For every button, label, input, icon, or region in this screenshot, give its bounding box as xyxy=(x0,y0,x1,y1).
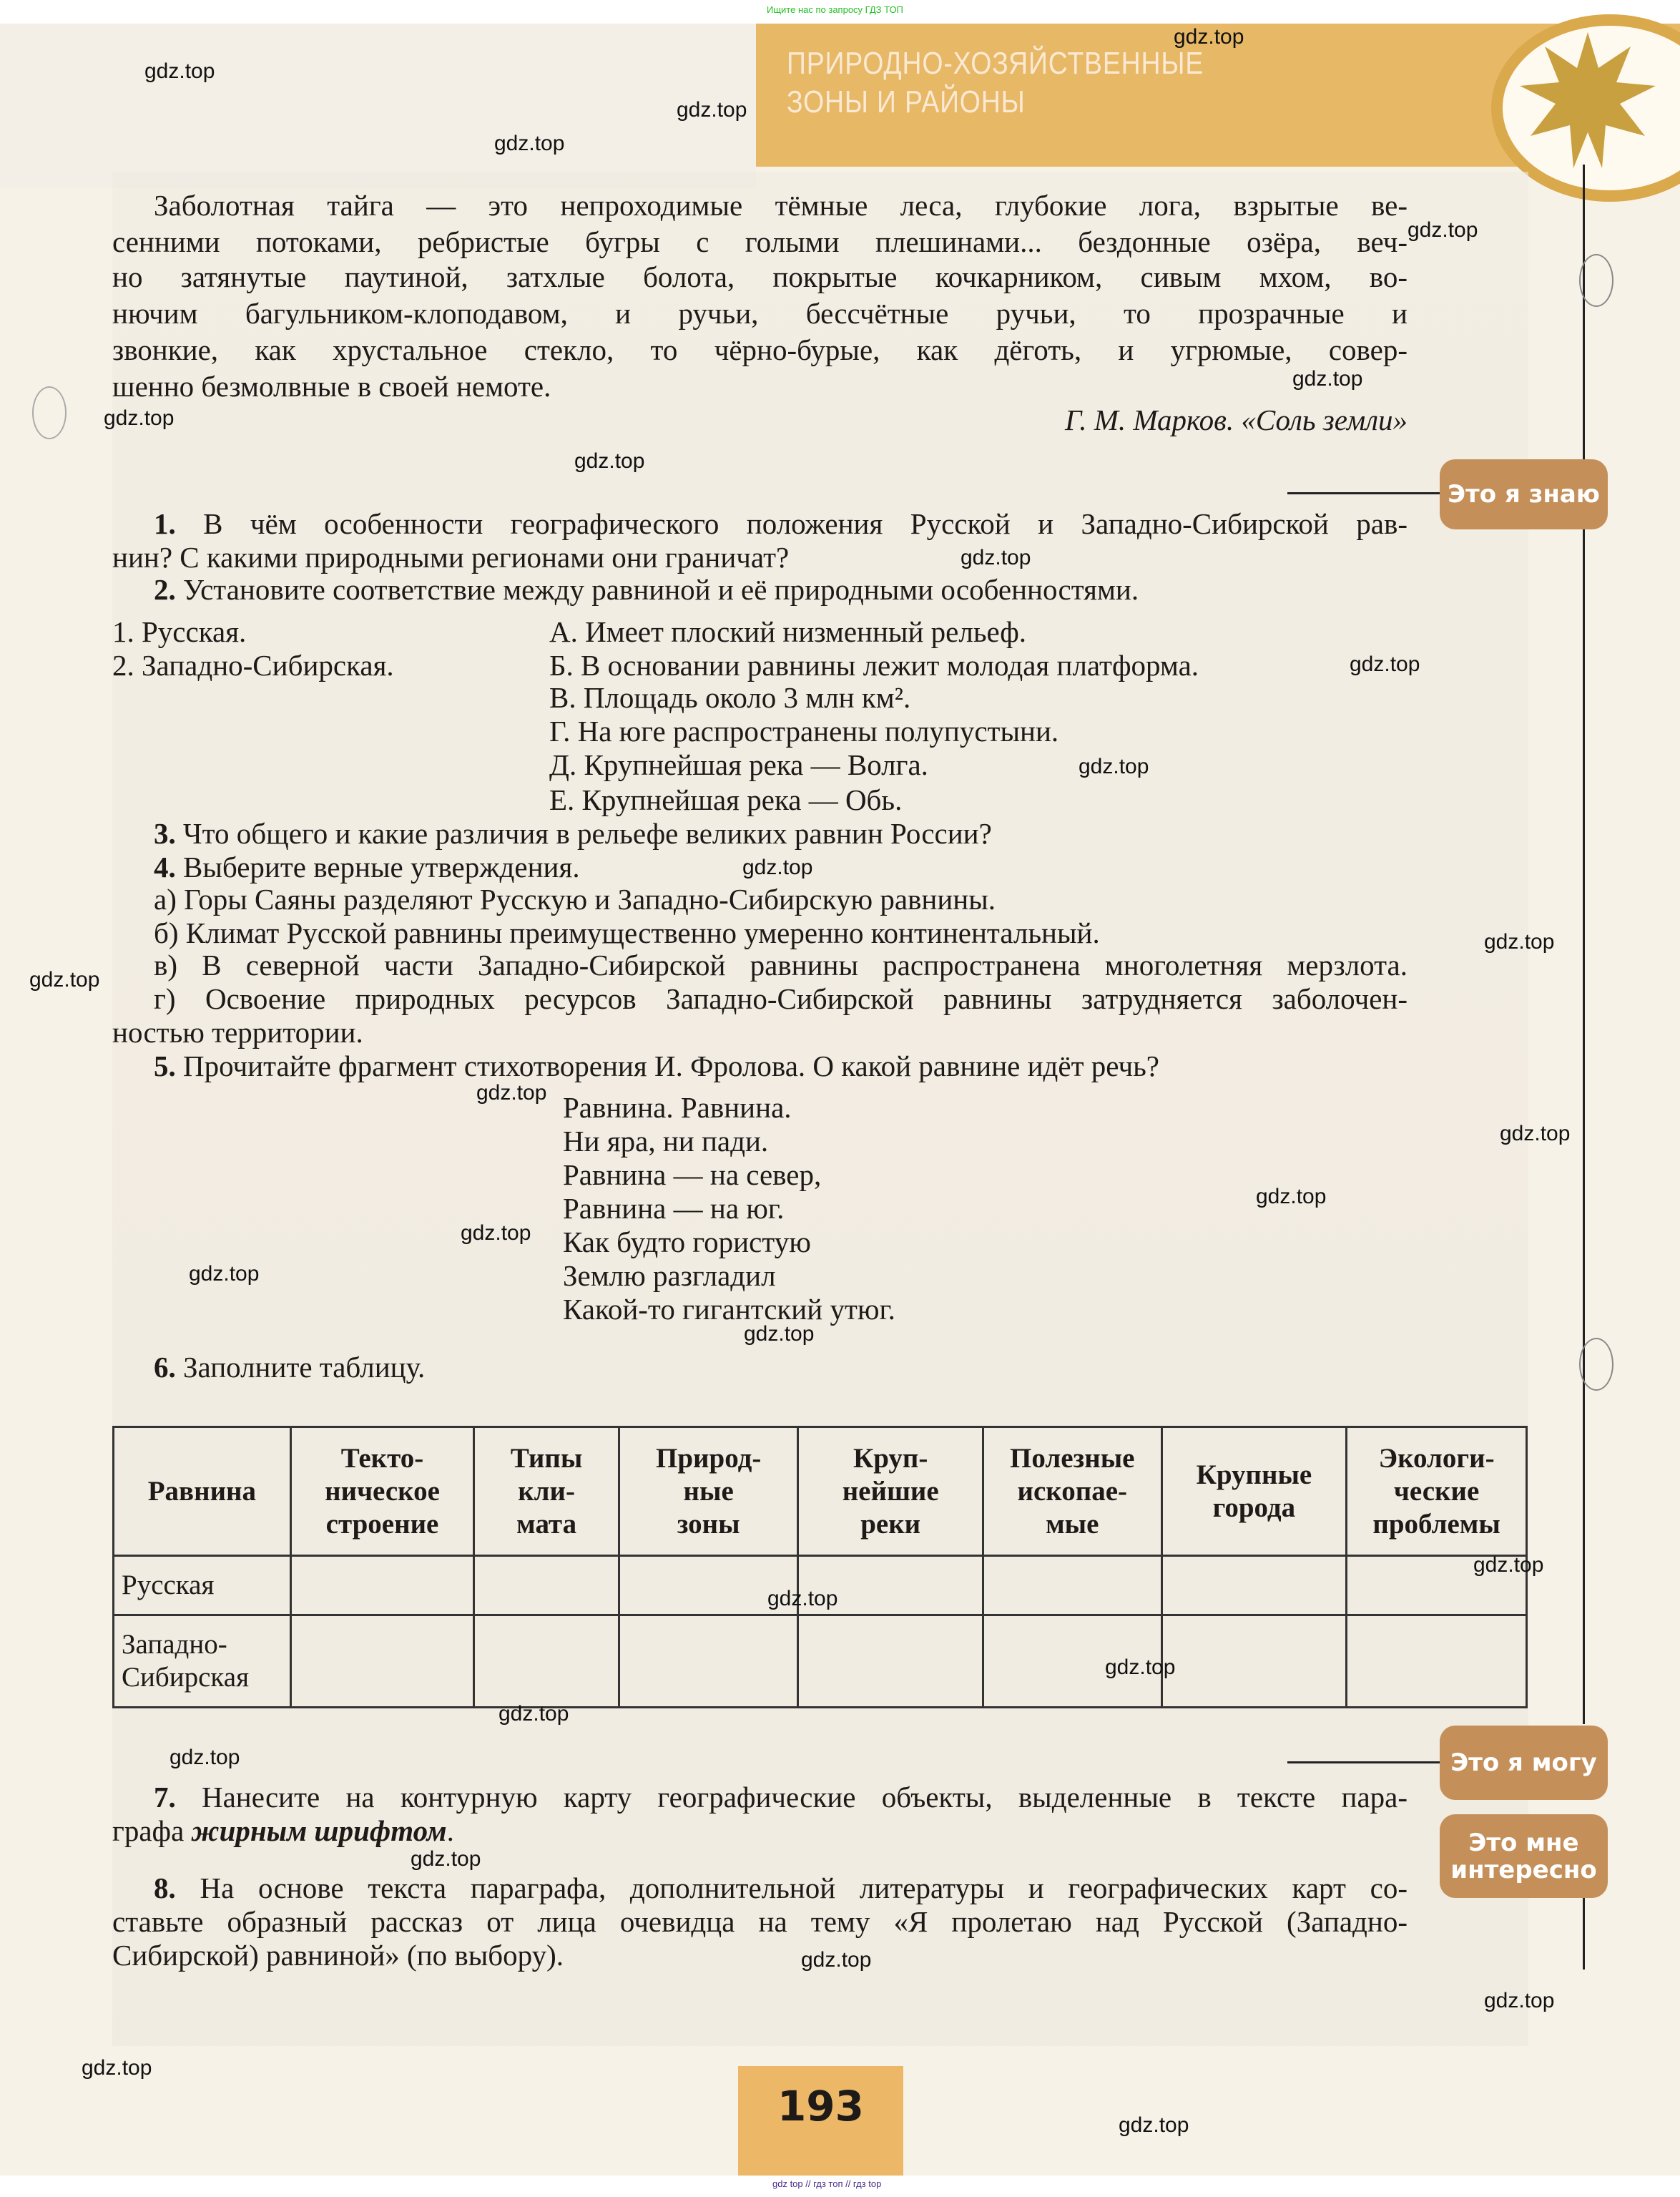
poem-line: Равнина — на север, xyxy=(563,1158,822,1191)
question-7: 7. Нанесите на контурную карту географические объекты, выделенные в тексте пара- xyxy=(154,1781,1408,1814)
chapter-title-line2: ЗОНЫ И РАЙОНЫ xyxy=(787,84,1026,119)
quote-line: звонкие, как хрустальное стекло, то чёрно-бурые, как дёготь, и угрюмые, совер- xyxy=(112,333,1408,366)
margin-line xyxy=(1583,1898,1585,1970)
feature-option: Е. Крупнейшая река — Обь. xyxy=(549,783,903,816)
question-2: 2. Установите соответствие между равниной и её природными особенностями. xyxy=(154,573,1139,606)
row-label: Западно- Сибирская xyxy=(114,1615,291,1708)
watermark: gdz.top xyxy=(1292,367,1363,391)
question-6: 6. Заполните таблицу. xyxy=(154,1351,426,1384)
poem-line: Равнина — на юг. xyxy=(563,1192,785,1225)
watermark: gdz.top xyxy=(801,1948,872,1972)
col-header: Полезные ископае- мые xyxy=(983,1427,1161,1556)
col-header: Текто- ническое строение xyxy=(290,1427,474,1556)
question-3: 3. Что общего и какие различия в рельефе великих равнин России? xyxy=(154,817,992,850)
header-left-pane xyxy=(0,24,756,188)
badge-this-i-know: Это я знаю xyxy=(1440,459,1608,529)
watermark: gdz.top xyxy=(476,1081,547,1105)
table-cell[interactable] xyxy=(983,1556,1161,1615)
watermark: gdz.top xyxy=(744,1322,815,1346)
fill-in-table xyxy=(112,1426,1528,1708)
watermark: gdz.top xyxy=(189,1262,260,1286)
table-cell[interactable] xyxy=(798,1615,983,1708)
watermark: gdz.top xyxy=(574,449,645,473)
col-header: Экологи- ческие проблемы xyxy=(1347,1427,1527,1556)
statement-option-cont: ностью территории. xyxy=(112,1016,363,1049)
col-header: Природ- ные зоны xyxy=(619,1427,798,1556)
quote-line: шенно безмолвные в своей немоте. xyxy=(112,370,551,403)
watermark: gdz.top xyxy=(961,546,1031,569)
poem-line: Как будто гористую xyxy=(563,1225,811,1258)
watermark: gdz.top xyxy=(82,2056,152,2080)
poem-line: Какой-то гигантский утюг. xyxy=(563,1293,895,1326)
col-header: Типы кли- мата xyxy=(474,1427,619,1556)
question-1-cont: нин? С какими природными регионами они граничат? xyxy=(112,541,790,574)
watermark: gdz.top xyxy=(461,1221,531,1245)
question-7-cont: графа жирным шрифтом. xyxy=(112,1814,454,1847)
watermark: gdz.top xyxy=(170,1746,240,1769)
watermark: gdz.top xyxy=(1350,652,1420,676)
margin-circle xyxy=(32,386,67,439)
watermark: gdz.top xyxy=(494,132,565,155)
table-cell[interactable] xyxy=(1161,1556,1347,1615)
statement-option: б) Климат Русской равнины преимущественно умеренно континентальный. xyxy=(154,916,1100,949)
watermark: gdz.top xyxy=(29,968,100,992)
margin-line xyxy=(1583,529,1585,1724)
col-header: Равнина xyxy=(114,1427,291,1556)
watermark: gdz.top xyxy=(1079,755,1149,778)
table-cell[interactable] xyxy=(290,1556,474,1615)
badge-connector xyxy=(1287,1761,1440,1763)
table-cell[interactable] xyxy=(1161,1615,1347,1708)
statement-option: г) Освоение природных ресурсов Западно-Сибирской равнины затрудняется заболочен- xyxy=(154,982,1408,1015)
badge-interesting: Это мне интересно xyxy=(1440,1814,1608,1898)
watermark: gdz.top xyxy=(1174,25,1244,49)
question-8-cont: Сибирской) равниной» (по выбору). xyxy=(112,1939,564,1972)
watermark: gdz.top xyxy=(1119,2113,1189,2137)
row-label: Русская xyxy=(114,1556,291,1615)
table-cell[interactable] xyxy=(290,1615,474,1708)
question-5: 5. Прочитайте фрагмент стихотворения И. Фролова. О какой равнине идёт речь? xyxy=(154,1049,1159,1082)
star-icon xyxy=(1516,29,1659,172)
question-8-cont: ставьте образный рассказ от лица очевидца на тему «Я пролетаю над Русской (Западно- xyxy=(112,1905,1408,1938)
watermark: gdz.top xyxy=(1484,930,1555,954)
watermark: gdz.top xyxy=(104,406,175,430)
question-4: 4. Выберите верные утверждения. xyxy=(154,851,580,884)
question-8: 8. На основе текста параграфа, дополнительной литературы и географических карт со- xyxy=(154,1871,1408,1904)
chapter-title-line1: ПРИРОДНО-ХОЗЯЙСТВЕННЫЕ xyxy=(787,46,1204,81)
statement-option: а) Горы Саяны разделяют Русскую и Западно-Сибирскую равнины. xyxy=(154,883,996,916)
watermark: gdz.top xyxy=(498,1702,569,1726)
quote-line: сенними потоками, ребристые бугры с голыми плешинами... бездонные озёра, веч- xyxy=(112,225,1408,258)
table-cell[interactable] xyxy=(474,1615,619,1708)
page-number: 193 xyxy=(777,2082,865,2130)
table-cell[interactable] xyxy=(1347,1615,1527,1708)
badge-connector xyxy=(1287,492,1440,494)
watermark: gdz.top xyxy=(1500,1122,1571,1145)
plain-option: 2. Западно-Сибирская. xyxy=(112,649,394,682)
watermark: gdz.top xyxy=(1408,218,1478,242)
margin-line xyxy=(1583,165,1585,465)
watermark: gdz.top xyxy=(1105,1655,1176,1679)
quote-line: нючим багульником-клоподавом, и ручьи, бессчётные ручьи, то прозрачные и xyxy=(112,297,1408,330)
feature-option: А. Имеет плоский низменный рельеф. xyxy=(549,615,1027,648)
statement-option: в) В северной части Западно-Сибирской равнины распространена многолетняя мерзлота. xyxy=(154,949,1408,982)
chapter-title xyxy=(787,44,1204,122)
col-header: Круп- нейшие реки xyxy=(798,1427,983,1556)
poem-line: Равнина. Равнина. xyxy=(563,1091,792,1124)
feature-option: Д. Крупнейшая река — Волга. xyxy=(549,748,928,781)
quote-line: Заболотная тайга — это непроходимые тёмные леса, глубокие лога, взрытые ве- xyxy=(154,189,1408,222)
watermark: gdz.top xyxy=(1473,1553,1544,1577)
watermark: gdz.top xyxy=(1484,1989,1555,2012)
watermark: gdz.top xyxy=(767,1587,838,1610)
poem-line: Землю разгладил xyxy=(563,1259,776,1292)
watermark: gdz.top xyxy=(144,59,215,83)
col-header: Крупные города xyxy=(1161,1427,1347,1556)
feature-option: В. Площадь около 3 млн км². xyxy=(549,681,911,714)
margin-circle xyxy=(1579,1338,1613,1391)
search-hint: Ищите нас по запросу ГДЗ ТОП xyxy=(767,4,903,15)
badge-this-i-can: Это я могу xyxy=(1440,1726,1608,1800)
table-cell[interactable] xyxy=(619,1615,798,1708)
background-photo xyxy=(112,172,1528,2046)
feature-option: Г. На юге распространены полупустыни. xyxy=(549,715,1059,748)
watermark: gdz.top xyxy=(742,856,813,879)
table-cell[interactable] xyxy=(474,1556,619,1615)
question-1: 1. В чём особенности географического положения Русской и Западно-Сибирской рав- xyxy=(154,507,1408,540)
margin-circle xyxy=(1579,254,1613,307)
watermark: gdz.top xyxy=(677,98,747,122)
feature-option: Б. В основании равнины лежит молодая платформа. xyxy=(549,649,1199,682)
watermark: gdz.top xyxy=(411,1847,481,1871)
quote-line: но затянутые паутиной, затхлые болота, покрытые кочкарником, сивым мхом, во- xyxy=(112,260,1408,293)
watermark: gdz.top xyxy=(1256,1185,1327,1208)
plain-option: 1. Русская. xyxy=(112,615,247,648)
quote-attribution: Г. М. Марков. «Соль земли» xyxy=(1065,403,1408,436)
bottom-note: gdz top // гдз топ // гдз top xyxy=(772,2178,882,2189)
poem-line: Ни яра, ни пади. xyxy=(563,1125,769,1158)
table-row xyxy=(114,1615,1527,1708)
